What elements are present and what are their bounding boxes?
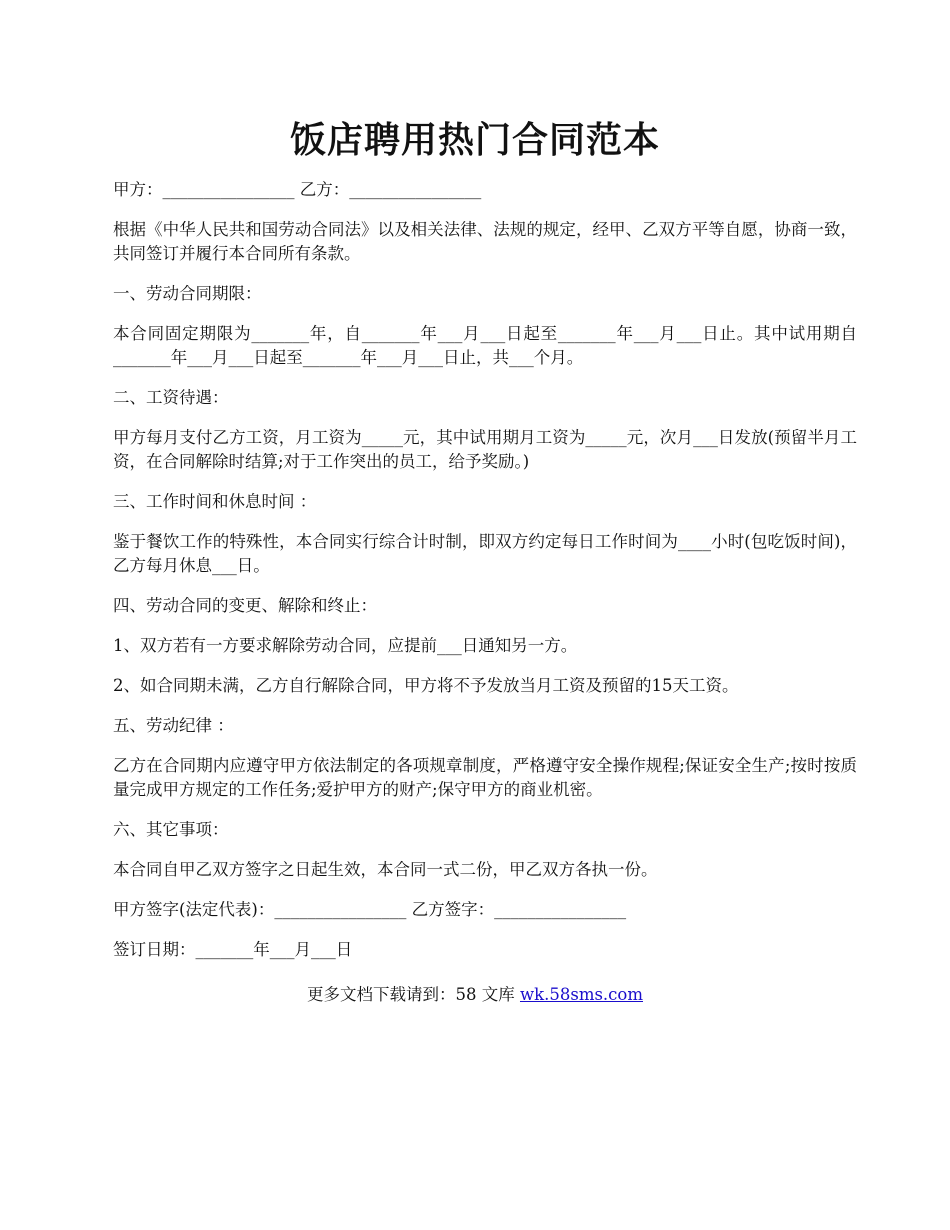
section-heading-term: 一、劳动合同期限： [113, 284, 262, 303]
document-body [113, 178, 857, 978]
hours-clause: 鉴于餐饮工作的特殊性，本合同实行综合计时制，即双方约定每日工作时间为____小时(包吃饭时间)，乙方每月休息___日。 [113, 532, 857, 575]
party-line: 甲方：________________ 乙方：________________ [113, 180, 482, 199]
footer-text: 更多文档下载请到：58 文库 [306, 985, 520, 1004]
signing-date-line: 签订日期：_______年___月___日 [113, 940, 353, 959]
preamble: 根据《中华人民共和国劳动合同法》以及相关法律、法规的规定，经甲、乙双方平等自愿，协商一致，共同签订并履行本合同所有条款。 [113, 220, 857, 263]
download-footer [0, 983, 950, 1007]
discipline-clause: 乙方在合同期内应遵守甲方依法制定的各项规章制度，严格遵守安全操作规程;保证安全生产;按时按质量完成甲方规定的工作任务;爱护甲方的财产;保守甲方的商业机密。 [113, 756, 857, 799]
section-heading-hours: 三、工作时间和休息时间 ： [113, 492, 317, 511]
termination-clause-1: 1、双方若有一方要求解除劳动合同，应提前___日通知另一方。 [113, 636, 578, 655]
term-clause: 本合同固定期限为_______年，自_______年___月___日起至_______年___月___日止。其中试用期自_______年___月___日起至_______年___月___日止，共___个月。 [113, 324, 857, 367]
section-heading-other: 六、其它事项： [113, 820, 229, 839]
document-title: 饭店聘用热门合同范本 [289, 119, 660, 161]
section-heading-salary: 二、工资待遇： [113, 388, 229, 407]
other-clause: 本合同自甲乙双方签字之日起生效，本合同一式二份，甲乙双方各执一份。 [113, 860, 658, 879]
signature-line: 甲方签字(法定代表)：________________ 乙方签字：________________ [113, 900, 627, 919]
salary-clause: 甲方每月支付乙方工资，月工资为_____元，其中试用期月工资为_____元，次月___日发放(预留半月工资，在合同解除时结算;对于工作突出的员工，给予奖励。) [113, 428, 857, 471]
section-heading-termination: 四、劳动合同的变更、解除和终止： [113, 596, 377, 615]
section-heading-discipline: 五、劳动纪律 ： [113, 716, 234, 735]
termination-clause-2: 2、如合同期未满，乙方自行解除合同，甲方将不予发放当月工资及预留的15天工资。 [113, 676, 739, 695]
footer-link[interactable]: wk.58sms.com [519, 985, 643, 1004]
